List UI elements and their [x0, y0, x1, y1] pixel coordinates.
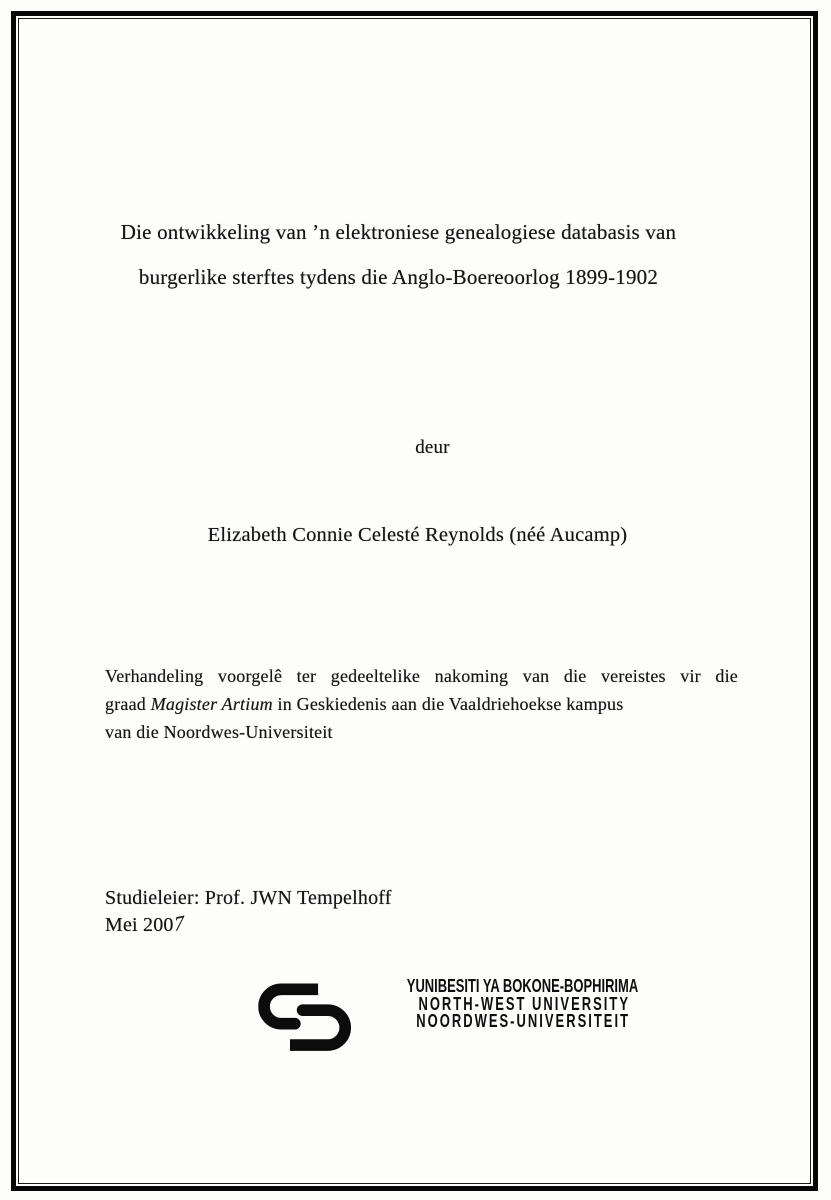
byline-label: deur — [415, 437, 450, 458]
thesis-title-line2: burgerlike sterftes tydens die Anglo-Boereoorlog 1899-1902 — [138, 265, 659, 289]
thesis-title — [20, 210, 777, 300]
date-last-digit: 7 — [172, 911, 186, 937]
degree-name: Magister Artium — [150, 694, 273, 714]
wordmark-setswana: YUNIBESITI YA BOKONE-BOPHIRIMA — [406, 976, 639, 996]
wordmark-english: NORTH-WEST UNIVERSITY — [418, 993, 630, 1014]
submission-statement — [105, 662, 738, 746]
supervisor-line: Studieleier: Prof. JWN Tempelhoff — [105, 887, 392, 909]
submission-line2 — [105, 690, 738, 718]
author-name: Elizabeth Connie Celesté Reynolds (néé Aucamp) — [207, 524, 628, 546]
submission-line2-pre: graad — [105, 694, 151, 714]
supervisor-block — [105, 885, 392, 939]
submission-line2-post: in Geskiedenis aan die Vaaldriehoekse kampus — [272, 694, 624, 714]
wordmark-afrikaans: NOORDWES-UNIVERSITEIT — [416, 1011, 630, 1031]
submission-line3: van die Noordwes-Universiteit — [105, 722, 333, 742]
nwu-logo-right-link-tip — [297, 1004, 309, 1016]
nwu-logo-left-link-tip — [289, 1018, 301, 1030]
thesis-title-line1: Die ontwikkeling van ’n elektroniese genealogiese databasis van — [120, 220, 677, 244]
date-prefix: Mei 200 — [105, 914, 174, 936]
submission-line1: Verhandeling voorgelê ter gedeeltelike nakoming van die vereistes vir die — [105, 666, 738, 686]
university-logo — [258, 975, 639, 1055]
university-wordmark — [320, 976, 639, 1031]
date-line — [105, 912, 392, 939]
